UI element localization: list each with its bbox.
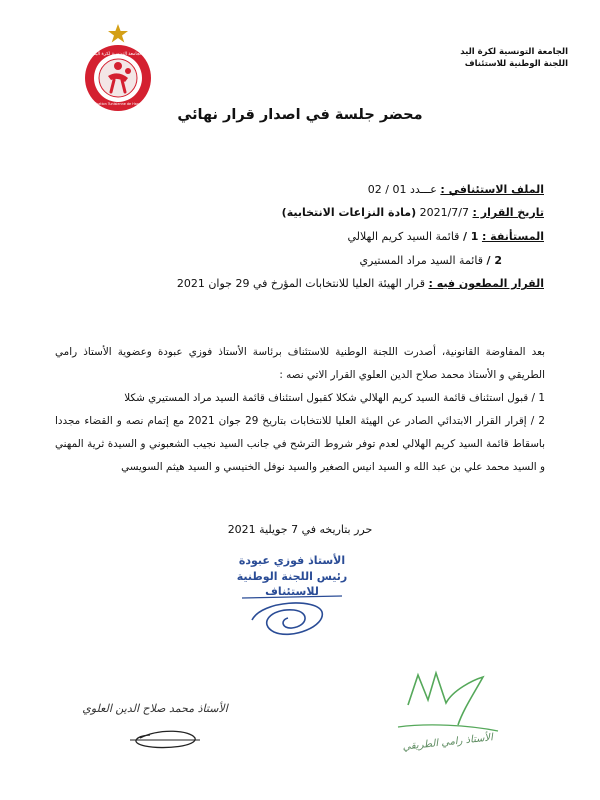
federation-logo	[78, 22, 158, 114]
committee-name: اللجنة الوطنية للاستئناف	[464, 59, 568, 69]
appellant-1-number: 1 /	[462, 230, 479, 243]
logo-bottom-text: Fédération Tunisienne de Handball	[88, 102, 148, 106]
decision-item-1: 1 / قبول استئناف قائمة السيد كريم الهلالي شكلا كقبول استئناف قائمة السيد مراد المستيري شكلا	[124, 392, 545, 404]
appellant-line-2	[359, 254, 502, 267]
decision-item-2: 2 / إقرار القرار الابتدائي الصادر عن الهيئة العليا للانتخابات بتاريخ 29 جوان 2021 مع إتمام نصه و القضاء مجددا باسقاط قائمة السيد كريم الهلالي لعدم توفر شروط الترشح في جانب السيد نجيب الشعبوني و السيدة ثرية المهني و السيد محمد علي بن عبد الله و السيد انيس الصغير والسيد نوفل الخنيسي و السيد هيثم السويسي	[55, 415, 545, 473]
stamp-scribble	[252, 603, 322, 634]
decision-body	[55, 341, 545, 479]
file-line	[368, 183, 544, 196]
logo-arc-text: الجامعة التونسية لكرة اليد	[93, 52, 143, 57]
star-icon	[108, 24, 128, 43]
signature-alaoui-name: الأستاذ محمد صلاح الدين العلوي	[82, 702, 228, 715]
date-note: (مادة النزاعات الانتخابية)	[281, 206, 417, 219]
file-label: الملف الاستئنافي :	[440, 183, 544, 196]
appellant-2: قائمة السيد مراد المستيري	[359, 254, 483, 267]
signature-triki-name: الأستاذ رامي الطريقي	[402, 732, 494, 753]
document-title: محضر جلسة في اصدار قرار نهائي	[177, 107, 423, 123]
signature-alaoui	[70, 688, 240, 768]
org-name: الجامعة التونسية لكرة اليد	[460, 47, 568, 57]
closing-date: حرر بتاريخه في 7 جويلية 2021	[227, 523, 373, 536]
intro-paragraph: بعد المفاوضة القانونية، أصدرت اللجنة الوطنية للاستئناف برئاسة الأستاذ فوزي عبودة وعضوية الأستاذ رامي الطريقي و الأستاذ محمد صلاح الدين العلوي القرار الاتي نصه :	[55, 346, 545, 381]
appellant-1: قائمة السيد كريم الهلالي	[347, 230, 460, 243]
date-value: 2021/7/7	[419, 206, 470, 219]
contested-line	[177, 277, 544, 290]
org-header	[368, 46, 568, 70]
date-label: تاريخ القرار :	[472, 206, 544, 219]
stamp-line-2: رئيس اللجنة الوطنية	[236, 570, 348, 583]
date-line	[282, 206, 544, 219]
file-value: عـــدد 01 / 02	[367, 183, 437, 196]
appellant-label: المستأنفة :	[481, 230, 544, 243]
contested-value: قرار الهيئة العليا للانتخابات المؤرخ في 29 جوان 2021	[176, 277, 425, 290]
appellant-2-number: 2 /	[486, 254, 502, 267]
stamp-line-1: الأستاذ فوزي عبودة	[238, 554, 346, 567]
signature-triki	[378, 665, 518, 775]
appellant-line-1	[347, 230, 544, 243]
stamp-line-3: للاستئناف	[265, 585, 319, 598]
president-stamp	[222, 550, 362, 655]
contested-label: القرار المطعون فيه :	[428, 277, 544, 290]
